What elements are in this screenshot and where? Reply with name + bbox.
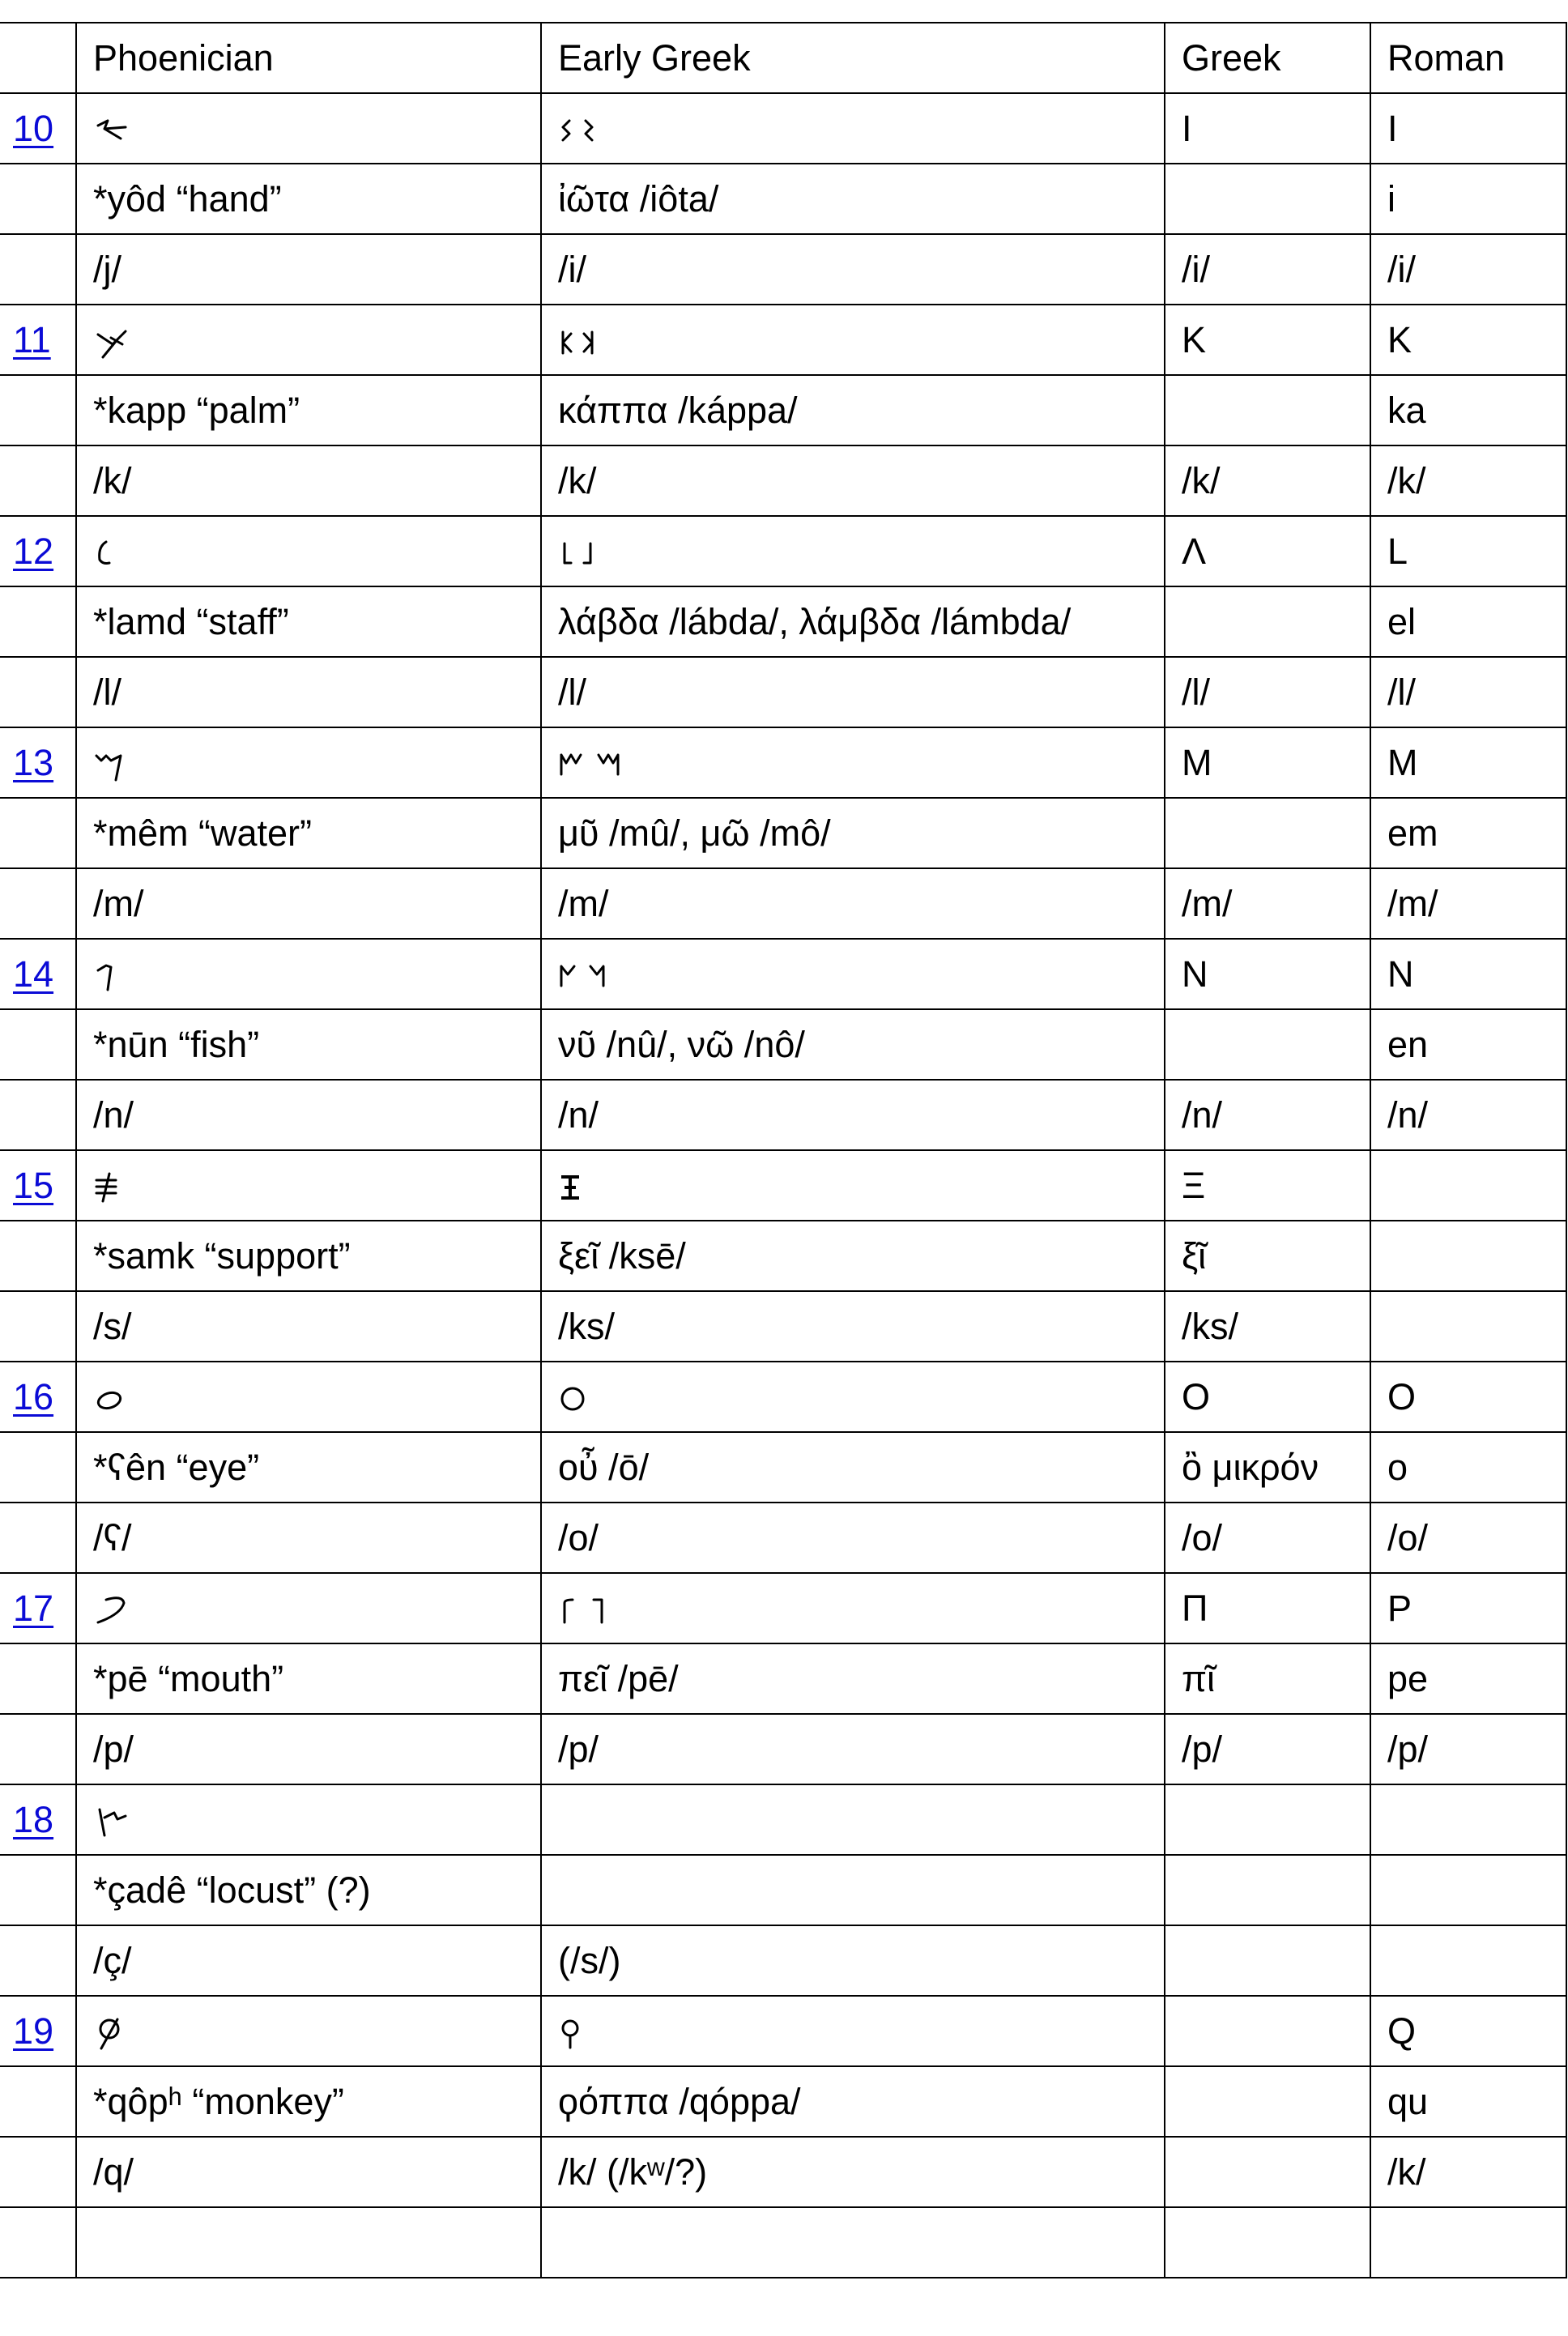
early-greek-glyph-cell	[541, 1362, 1165, 1432]
letter-name-row	[0, 1221, 1566, 1291]
phoenician-sound-cell: /l/	[76, 657, 541, 727]
roman-sound-cell	[1370, 1925, 1566, 1996]
greek-letter-cell: Π	[1165, 1573, 1370, 1643]
roman-sound-cell: /p/	[1370, 1714, 1566, 1784]
early-greek-sound-cell: /k/	[541, 445, 1165, 516]
greek-letter-cell: Ξ	[1165, 1150, 1370, 1221]
greek-letter-cell: K	[1165, 305, 1370, 375]
letter-sound-row	[0, 1291, 1566, 1362]
roman-name-cell	[1370, 1221, 1566, 1291]
letter-glyph-row	[0, 93, 1566, 164]
roman-sound-cell: /l/	[1370, 657, 1566, 727]
early-greek-sound-cell: /o/	[541, 1503, 1165, 1573]
empty-cell	[1370, 2207, 1566, 2278]
roman-name-cell: el	[1370, 586, 1566, 657]
empty-number-cell	[0, 2066, 76, 2137]
letter-number-link[interactable]: 14	[13, 953, 54, 995]
letter-name-row	[0, 586, 1566, 657]
phoenician-glyph-cell	[76, 1150, 541, 1221]
empty-number-cell	[0, 445, 76, 516]
letter-sound-row	[0, 2137, 1566, 2207]
pi-glyph-icon	[558, 1587, 607, 1630]
roman-name-cell: pe	[1370, 1643, 1566, 1714]
phoenician-sound-cell: /ʕ/	[76, 1503, 541, 1573]
early-greek-name-cell: μῦ /mû/, μῶ /mô/	[541, 798, 1165, 868]
roman-sound-cell	[1370, 1291, 1566, 1362]
qoppa-glyph-icon	[558, 2010, 582, 2053]
letter-name-row	[0, 164, 1566, 234]
empty-number-cell	[0, 1221, 76, 1291]
phoenician-glyph-cell	[76, 93, 541, 164]
nun-glyph-icon	[93, 953, 121, 995]
roman-sound-cell: /k/	[1370, 2137, 1566, 2207]
early-greek-glyph-cell	[541, 727, 1165, 798]
early-greek-glyph-cell	[541, 93, 1165, 164]
phoenician-name-cell: *lamd “staff”	[76, 586, 541, 657]
early-greek-sound-cell: /m/	[541, 868, 1165, 939]
greek-name-cell: πῖ	[1165, 1643, 1370, 1714]
letter-name-row	[0, 798, 1566, 868]
letter-glyph-row	[0, 516, 1566, 586]
empty-cell	[76, 2207, 541, 2278]
greek-sound-cell: /k/	[1165, 445, 1370, 516]
greek-letter-cell	[1165, 1996, 1370, 2066]
iota-glyph-icon	[558, 107, 597, 150]
empty-number-cell	[0, 798, 76, 868]
empty-number-cell	[0, 1291, 76, 1362]
letter-number-link[interactable]: 18	[13, 1799, 54, 1840]
early-greek-sound-cell: /p/	[541, 1714, 1165, 1784]
kaph-glyph-icon	[93, 318, 132, 361]
empty-number-cell	[0, 657, 76, 727]
phoenician-glyph-cell	[76, 727, 541, 798]
phoenician-name-cell: *nūn “fish”	[76, 1009, 541, 1080]
phoenician-name-cell: *kapp “palm”	[76, 375, 541, 445]
phoenician-sound-cell: /ç/	[76, 1925, 541, 1996]
letter-name-row	[0, 1855, 1566, 1925]
phoenician-name-cell: *qôpʰ “monkey”	[76, 2066, 541, 2137]
letter-glyph-row	[0, 1573, 1566, 1643]
early-greek-sound-cell: /i/	[541, 234, 1165, 305]
greek-name-cell	[1165, 1009, 1370, 1080]
greek-sound-cell: /p/	[1165, 1714, 1370, 1784]
empty-number-cell	[0, 586, 76, 657]
letter-number-link[interactable]: 17	[13, 1588, 54, 1629]
roman-sound-cell: /i/	[1370, 234, 1566, 305]
roman-name-cell: qu	[1370, 2066, 1566, 2137]
mu-glyph-icon	[558, 741, 631, 784]
early-greek-name-cell: νῦ /nû/, νῶ /nô/	[541, 1009, 1165, 1080]
roman-sound-cell: /m/	[1370, 868, 1566, 939]
empty-number-cell	[0, 1925, 76, 1996]
letter-glyph-row	[0, 1784, 1566, 1855]
letter-number-link[interactable]: 16	[13, 1376, 54, 1417]
letter-name-row	[0, 1009, 1566, 1080]
header-cell-number	[0, 23, 76, 93]
greek-name-cell	[1165, 586, 1370, 657]
empty-cell	[0, 2207, 76, 2278]
phoenician-glyph-cell	[76, 516, 541, 586]
header-cell-greek: Greek	[1165, 23, 1370, 93]
roman-letter-cell: K	[1370, 305, 1566, 375]
roman-letter-cell: I	[1370, 93, 1566, 164]
kappa-glyph-icon	[558, 318, 597, 361]
letter-number-cell	[0, 1150, 76, 1221]
greek-sound-cell: /m/	[1165, 868, 1370, 939]
header-row	[0, 23, 1566, 93]
letter-number-link[interactable]: 19	[13, 2010, 54, 2052]
phoenician-sound-cell: /k/	[76, 445, 541, 516]
letter-number-cell	[0, 1996, 76, 2066]
early-greek-name-cell: ϙόππα /qóppa/	[541, 2066, 1165, 2137]
empty-number-cell	[0, 2137, 76, 2207]
greek-sound-cell	[1165, 2137, 1370, 2207]
roman-name-cell	[1370, 1855, 1566, 1925]
tsade-glyph-icon	[93, 1798, 130, 1841]
greek-name-cell	[1165, 164, 1370, 234]
mem-glyph-icon	[93, 741, 129, 784]
roman-name-cell: i	[1370, 164, 1566, 234]
early-greek-name-cell: κάππα /káppa/	[541, 375, 1165, 445]
roman-letter-cell	[1370, 1784, 1566, 1855]
letter-number-link[interactable]: 12	[13, 531, 54, 572]
phoenician-glyph-cell	[76, 1784, 541, 1855]
phoenician-name-cell: *yôd “hand”	[76, 164, 541, 234]
letter-number-link[interactable]: 15	[13, 1165, 54, 1206]
empty-number-cell	[0, 1503, 76, 1573]
early-greek-glyph-cell	[541, 1150, 1165, 1221]
roman-letter-cell: O	[1370, 1362, 1566, 1432]
greek-sound-cell: /n/	[1165, 1080, 1370, 1150]
greek-name-cell	[1165, 375, 1370, 445]
roman-letter-cell: M	[1370, 727, 1566, 798]
header-cell-early-greek: Early Greek	[541, 23, 1165, 93]
roman-letter-cell: L	[1370, 516, 1566, 586]
letter-glyph-row	[0, 1996, 1566, 2066]
early-greek-glyph-cell	[541, 305, 1165, 375]
phoenician-name-cell: *pē “mouth”	[76, 1643, 541, 1714]
phoenician-name-cell: *ʕên “eye”	[76, 1432, 541, 1503]
roman-name-cell: ka	[1370, 375, 1566, 445]
early-greek-name-cell: ἰῶτα /iôta/	[541, 164, 1165, 234]
early-greek-glyph-cell	[541, 939, 1165, 1009]
roman-name-cell: em	[1370, 798, 1566, 868]
phoenician-sound-cell: /q/	[76, 2137, 541, 2207]
letter-number-cell	[0, 727, 76, 798]
early-greek-name-cell: οὖ /ō/	[541, 1432, 1165, 1503]
empty-number-cell	[0, 1714, 76, 1784]
roman-letter-cell: Q	[1370, 1996, 1566, 2066]
letter-sound-row	[0, 1080, 1566, 1150]
empty-row	[0, 2207, 1566, 2278]
letter-number-cell	[0, 93, 76, 164]
letter-glyph-row	[0, 1150, 1566, 1221]
empty-number-cell	[0, 1432, 76, 1503]
phoenician-glyph-cell	[76, 939, 541, 1009]
letter-name-row	[0, 2066, 1566, 2137]
early-greek-name-cell	[541, 1855, 1165, 1925]
phoenician-name-cell: *çadê “locust” (?)	[76, 1855, 541, 1925]
phoenician-glyph-cell	[76, 1996, 541, 2066]
roman-sound-cell: /o/	[1370, 1503, 1566, 1573]
empty-number-cell	[0, 868, 76, 939]
greek-name-cell	[1165, 798, 1370, 868]
letter-number-cell	[0, 1362, 76, 1432]
letter-number-cell	[0, 516, 76, 586]
phoenician-name-cell: *samk “support”	[76, 1221, 541, 1291]
letter-glyph-row	[0, 939, 1566, 1009]
phoenician-glyph-cell	[76, 305, 541, 375]
letter-sound-row	[0, 234, 1566, 305]
greek-name-cell: ξῖ	[1165, 1221, 1370, 1291]
alphabet-table	[0, 22, 1567, 2278]
letter-glyph-row	[0, 305, 1566, 375]
early-greek-sound-cell: /n/	[541, 1080, 1165, 1150]
xi-glyph-icon	[558, 1164, 582, 1207]
early-greek-name-cell: ξεῖ /ksē/	[541, 1221, 1165, 1291]
pe-glyph-icon	[93, 1586, 129, 1629]
roman-letter-cell: P	[1370, 1573, 1566, 1643]
letter-number-cell	[0, 1573, 76, 1643]
phoenician-sound-cell: /p/	[76, 1714, 541, 1784]
empty-cell	[1165, 2207, 1370, 2278]
roman-letter-cell: N	[1370, 939, 1566, 1009]
letter-number-cell	[0, 305, 76, 375]
greek-sound-cell: /ks/	[1165, 1291, 1370, 1362]
empty-number-cell	[0, 1643, 76, 1714]
letter-number-link[interactable]: 13	[13, 742, 54, 783]
early-greek-name-cell: πεῖ /pē/	[541, 1643, 1165, 1714]
roman-letter-cell	[1370, 1150, 1566, 1221]
nu-glyph-icon	[558, 953, 610, 995]
empty-cell	[541, 2207, 1165, 2278]
early-greek-sound-cell: /k/ (/kʷ/?)	[541, 2137, 1165, 2207]
roman-name-cell: o	[1370, 1432, 1566, 1503]
empty-number-cell	[0, 1080, 76, 1150]
letter-sound-row	[0, 868, 1566, 939]
letter-number-cell	[0, 939, 76, 1009]
early-greek-glyph-cell	[541, 1784, 1165, 1855]
roman-sound-cell: /n/	[1370, 1080, 1566, 1150]
phoenician-glyph-cell	[76, 1362, 541, 1432]
lambda-glyph-icon	[558, 530, 597, 573]
letter-sound-row	[0, 1503, 1566, 1573]
ayin-glyph-icon	[93, 1375, 126, 1418]
greek-letter-cell: N	[1165, 939, 1370, 1009]
empty-number-cell	[0, 234, 76, 305]
phoenician-sound-cell: /m/	[76, 868, 541, 939]
yod-glyph-icon	[93, 107, 132, 150]
samekh-glyph-icon	[93, 1163, 121, 1206]
letter-glyph-row	[0, 1362, 1566, 1432]
early-greek-glyph-cell	[541, 516, 1165, 586]
roman-sound-cell: /k/	[1370, 445, 1566, 516]
letter-sound-row	[0, 1714, 1566, 1784]
roman-name-cell: en	[1370, 1009, 1566, 1080]
early-greek-sound-cell: (/s/)	[541, 1925, 1165, 1996]
early-greek-name-cell: λάβδα /lábda/, λάμβδα /lámbda/	[541, 586, 1165, 657]
qoph-glyph-icon	[93, 2009, 126, 2052]
letter-sound-row	[0, 445, 1566, 516]
letter-sound-row	[0, 1925, 1566, 1996]
header-cell-roman: Roman	[1370, 23, 1566, 93]
greek-letter-cell: M	[1165, 727, 1370, 798]
header-cell-phoenician: Phoenician	[76, 23, 541, 93]
phoenician-sound-cell: /s/	[76, 1291, 541, 1362]
letter-number-link[interactable]: 11	[13, 319, 51, 360]
early-greek-glyph-cell	[541, 1996, 1165, 2066]
early-greek-sound-cell: /ks/	[541, 1291, 1165, 1362]
letter-number-link[interactable]: 10	[13, 108, 54, 149]
empty-number-cell	[0, 375, 76, 445]
lamed-glyph-icon	[93, 530, 117, 573]
greek-name-cell	[1165, 2066, 1370, 2137]
greek-letter-cell: I	[1165, 93, 1370, 164]
letter-number-cell	[0, 1784, 76, 1855]
greek-letter-cell: Λ	[1165, 516, 1370, 586]
omicron-glyph-icon	[558, 1375, 590, 1418]
greek-name-cell: ὂ μικρόν	[1165, 1432, 1370, 1503]
phoenician-sound-cell: /n/	[76, 1080, 541, 1150]
empty-number-cell	[0, 1009, 76, 1080]
letter-glyph-row	[0, 727, 1566, 798]
early-greek-sound-cell: /l/	[541, 657, 1165, 727]
phoenician-name-cell: *mêm “water”	[76, 798, 541, 868]
letter-name-row	[0, 1643, 1566, 1714]
greek-sound-cell: /i/	[1165, 234, 1370, 305]
greek-sound-cell: /l/	[1165, 657, 1370, 727]
greek-sound-cell	[1165, 1925, 1370, 1996]
letter-name-row	[0, 375, 1566, 445]
phoenician-glyph-cell	[76, 1573, 541, 1643]
letter-sound-row	[0, 657, 1566, 727]
letter-name-row	[0, 1432, 1566, 1503]
phoenician-sound-cell: /j/	[76, 234, 541, 305]
greek-letter-cell: O	[1165, 1362, 1370, 1432]
early-greek-glyph-cell	[541, 1573, 1165, 1643]
empty-number-cell	[0, 1855, 76, 1925]
greek-letter-cell	[1165, 1784, 1370, 1855]
greek-sound-cell: /o/	[1165, 1503, 1370, 1573]
greek-name-cell	[1165, 1855, 1370, 1925]
empty-number-cell	[0, 164, 76, 234]
